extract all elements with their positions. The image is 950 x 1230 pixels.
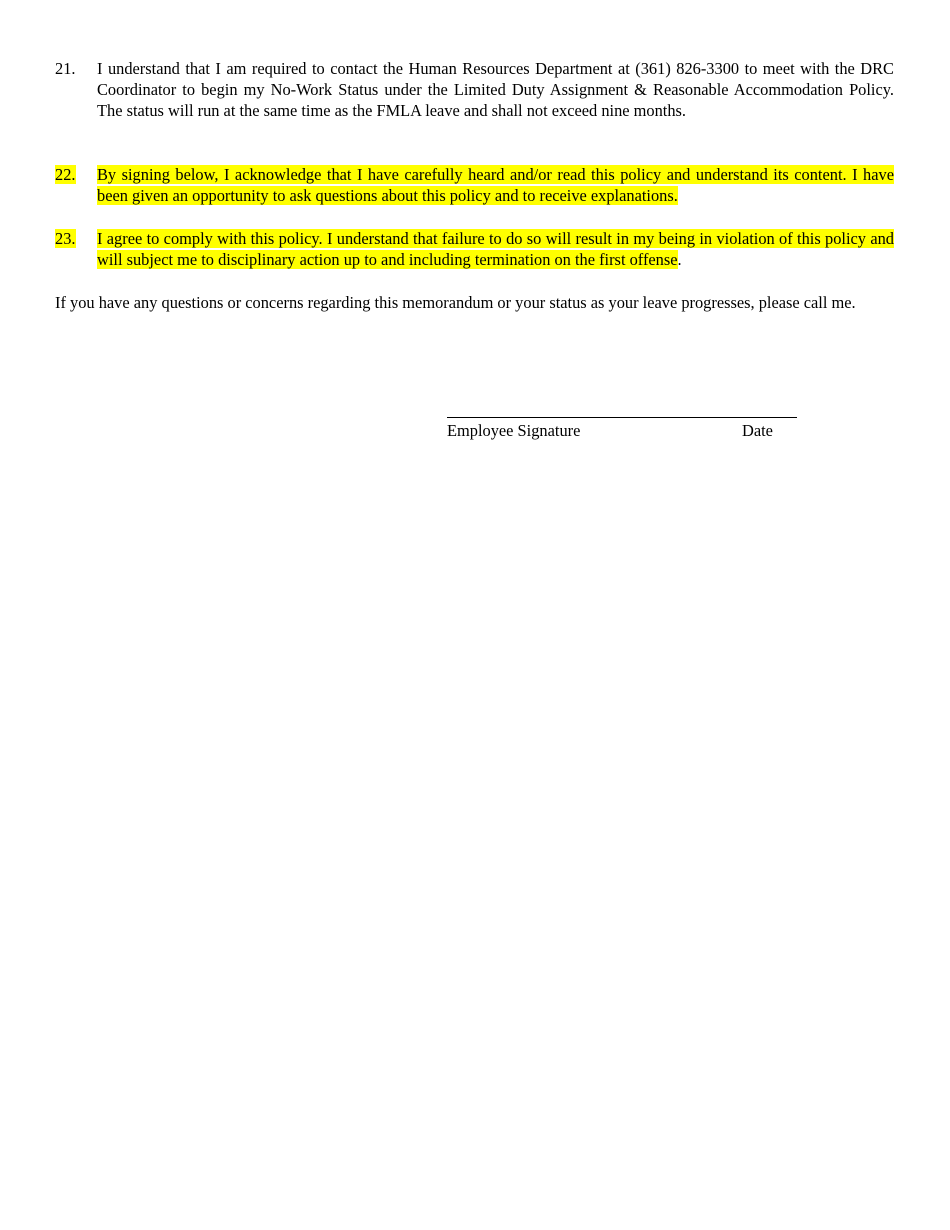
closing-paragraph: If you have any questions or concerns regarding this memorandum or your status as your leave progresses, please call me. [55, 293, 856, 312]
item-number-highlighted: 22. [55, 165, 76, 184]
item-text-wrapper [97, 164, 894, 206]
item-text [97, 164, 894, 206]
item-text [97, 58, 894, 122]
item-number-highlighted: 23. [55, 229, 76, 248]
item-number: 21. [55, 59, 76, 78]
item-text-wrapper [97, 228, 894, 270]
item-text-tail: . [677, 250, 682, 270]
item-number [55, 164, 97, 185]
item-text [97, 228, 894, 270]
item-text-highlighted: By signing below, I acknowledge that I have carefully heard and/or read this policy and understand its content. I have been given an opportunity to ask questions about this policy and to receive explanations. [97, 165, 894, 206]
item-text-highlighted: I agree to comply with this policy. I understand that failure to do so will result in my being in violation of this policy and will subject me to disciplinary action up to and including termination on the first offense [97, 229, 894, 270]
employee-signature-label: Employee Signature [447, 421, 581, 440]
item-number [55, 228, 97, 249]
date-label: Date [742, 421, 773, 440]
signature-line [447, 417, 797, 418]
item-text-content: I understand that I am required to contact the Human Resources Department at (361) 826-3300 to meet with the DRC Coordinator to begin my No-Work Status under the Limited Duty Assignment & Reasonable Accommodation Policy. The status will run at the same time as the FMLA leave and shall not exceed nine months. [97, 59, 894, 121]
